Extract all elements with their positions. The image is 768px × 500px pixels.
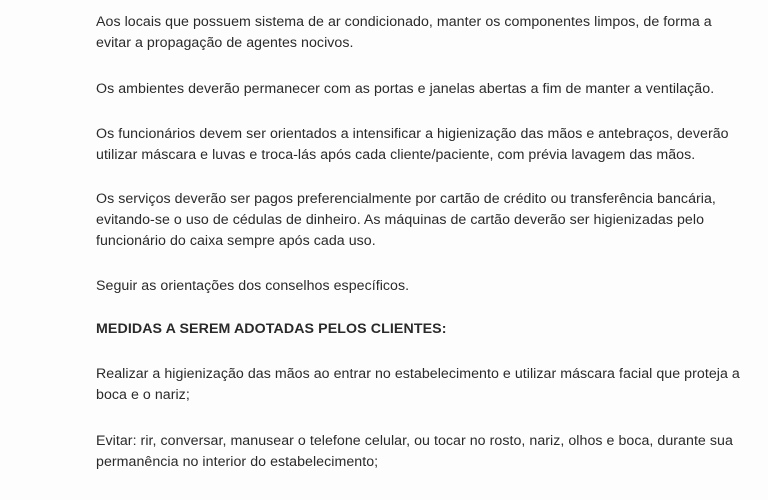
text-line: Seguir as orientações dos conselhos específicos.: [96, 278, 410, 294]
text-line: utilizar máscara e luvas e troca-lás após cada cliente/paciente, com prévia lavagem das mãos.: [96, 147, 696, 163]
text-line: permanência no interior do estabelecimento;: [96, 454, 379, 470]
text-line: evitar a propagação de agentes nocivos.: [96, 35, 354, 51]
paragraph-councils: [96, 276, 692, 297]
paragraph-employee-hygiene: [96, 124, 729, 166]
paragraph-air-conditioning: [96, 12, 712, 54]
paragraph-ventilation: [96, 79, 715, 100]
text-line: Os funcionários devem ser orientados a intensificar a higienização das mãos e antebraços, deverão: [96, 126, 729, 142]
section-heading-clients: MEDIDAS A SEREM ADOTADAS PELOS CLIENTES:: [96, 321, 447, 337]
text-line: evitando-se o uso de cédulas de dinheiro. As máquinas de cartão deverão ser higienizadas pelo: [96, 212, 705, 228]
paragraph-client-hygiene: [96, 364, 740, 406]
text-line: Evitar: rir, conversar, manusear o telefone celular, ou tocar no rosto, nariz, olhos e boca, durante sua: [96, 433, 733, 449]
text-line: Aos locais que possuem sistema de ar condicionado, manter os componentes limpos, de forma a: [96, 14, 712, 30]
text-line: Realizar a higienização das mãos ao entrar no estabelecimento e utilizar máscara facial que proteja a: [96, 366, 740, 382]
paragraph-client-avoid: [96, 431, 733, 473]
text-line: Os ambientes deverão permanecer com as portas e janelas abertas a fim de manter a ventilação.: [96, 81, 715, 97]
text-line: boca e o nariz;: [96, 387, 190, 403]
text-line: funcionário do caixa sempre após cada uso.: [96, 233, 376, 249]
paragraph-payment: [96, 189, 716, 252]
text-line: Os serviços deverão ser pagos preferencialmente por cartão de crédito ou transferência bancária,: [96, 191, 716, 207]
